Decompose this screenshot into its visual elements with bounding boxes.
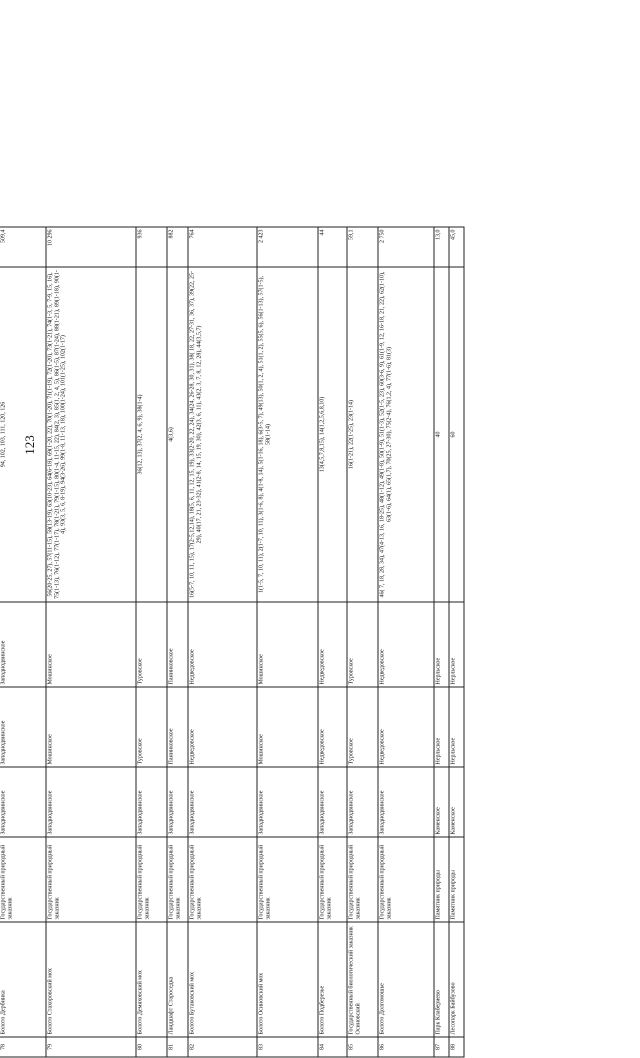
- cell-district-forestry: Недведовское: [318, 687, 347, 767]
- protected-areas-table: [0, 227, 465, 1058]
- cell-category: Государственный природный заказник: [188, 837, 257, 922]
- cell-forestry: Западнодвинское: [0, 767, 46, 837]
- cell-area: 45,0: [449, 227, 464, 267]
- cell-forestry: Каменское: [449, 767, 464, 837]
- cell-forestry: Западнодвинское: [378, 767, 434, 837]
- cell-category: Государственный природный заказник: [46, 837, 136, 922]
- cell-forestry: Западнодвинское: [318, 767, 347, 837]
- cell-quarter: 36(12, 13), 37(2, 4, 6, 9), 38(1-4): [136, 267, 167, 602]
- cell-number: 85: [347, 1037, 378, 1057]
- cell-number: 78: [0, 1037, 46, 1057]
- cell-tract: Мошинское: [46, 602, 136, 687]
- cell-name: Болото Дербинка: [0, 922, 46, 1037]
- cell-district-forestry: Панинковское: [167, 687, 188, 767]
- rotated-sheet: [0, 228, 457, 1058]
- cell-name: Болото Стахоровский мох: [46, 922, 136, 1037]
- table-row: [449, 227, 464, 1057]
- cell-quarter: 16(1-21), 22(1-25), 23(1-14): [347, 267, 378, 602]
- cell-category: Государственный природный заказник: [136, 837, 167, 922]
- cell-category: Государственный природный заказник: [347, 837, 378, 922]
- cell-tract: Панинковское: [167, 602, 188, 687]
- cell-quarter: 16(5-7, 10, 11, 15), 17(2-5,12,14), 18(5, 6, 11, 12, 15, 19), 33(2-20, 22, 24), 34(24, 26-28, 30, 31), 38( 18, 22, 27-31, 36, 37), 39(22, 25-29), 40(17, 21, 23-32), 41(2-8, 14, 15, 19, 30), 42(3, 6, 11), 43(2, 3, 7, 8, 12, 28), 44(3,5,7): [188, 267, 257, 602]
- table-row: [318, 227, 347, 1057]
- cell-quarter: 1(1-5, 7, 10, 11), 2(1-7, 10, 11), 3(1-6, 8), 4(1-8, 14), 5(1-16, 18), 6(3-5, 7), 49(13), 50(1, 2, 4), 51(1, 2), 55(5, 6), 56(1-13), 57(1-5), 58(1-14): [257, 267, 318, 602]
- cell-name: Болото Осиновский мох: [257, 922, 318, 1037]
- cell-tract: Мошинское: [257, 602, 318, 687]
- cell-category: Памятник природы: [449, 837, 464, 922]
- cell-category: Государственный природный заказник: [378, 837, 434, 922]
- cell-area: 764: [188, 227, 257, 267]
- cell-number: 88: [449, 1037, 464, 1057]
- cell-category: Государственный природный заказник: [167, 837, 188, 922]
- cell-category: Государственный природный заказник: [0, 837, 46, 922]
- cell-area: 59,1: [347, 227, 378, 267]
- cell-quarter: 4(3,6): [167, 267, 188, 602]
- cell-district-forestry: Недведовское: [188, 687, 257, 767]
- cell-district-forestry: Нерльское: [434, 687, 449, 767]
- cell-name: Болото Бутаковский мох: [188, 922, 257, 1037]
- cell-forestry: Западнодвинское: [46, 767, 136, 837]
- cell-tract: Недведовское: [318, 602, 347, 687]
- cell-district-forestry: Западнодвинское: [0, 687, 46, 767]
- cell-name: Болото Долгомошье: [378, 922, 434, 1037]
- table-row: [46, 227, 136, 1057]
- cell-district-forestry: Мошинское: [257, 687, 318, 767]
- table-row: [378, 227, 434, 1057]
- cell-area: 509,4: [0, 227, 46, 267]
- cell-quarter: 40: [434, 267, 449, 602]
- cell-tract: Недведовское: [378, 602, 434, 687]
- cell-number: 84: [318, 1037, 347, 1057]
- cell-tract: Нерльское: [434, 602, 449, 687]
- cell-name: Болото Подберезье: [318, 922, 347, 1037]
- cell-number: 79: [46, 1037, 136, 1057]
- cell-area: 2 750: [378, 227, 434, 267]
- cell-tract: Нерльское: [449, 602, 464, 687]
- cell-district-forestry: Туровское: [136, 687, 167, 767]
- page-number: 123: [21, 435, 37, 455]
- cell-category: Государственный природный заказник: [318, 837, 347, 922]
- cell-quarter: 56(20-25, 27), 57(11-15), 58(13-19), 63(10-23), 64(6-18), 69(1-20, 22), 70(1-20), 71(1-19), 72(1-20), 73(1-21), 74(1-3, 5, 7-9, 15, 16), 75(1-13), 76(1-12), 77(1-17), 78(1-21), 79(1-15), 80(1-4, 11-15, 22), 84(2, 3), 85(1, 2, 4, 5), 86(1-5), 87(1-24), 88(1-21), 89(1-18), 90(1-4), 93(3, 5, 6, 8-19), 94(3-26), 99(1-8, 11-13, 18), 100(1-24), 101(1-25), 102(1-17): [46, 267, 136, 602]
- cell-quarter: 13(4,5,7,8,15), 14(1,2,5,6,8,10): [318, 267, 347, 602]
- cell-district-forestry: Нерльское: [449, 687, 464, 767]
- cell-quarter: 94, 102, 103, 111, 120, 126: [0, 267, 46, 602]
- cell-area: 13,0: [434, 227, 449, 267]
- cell-number: 87: [434, 1037, 449, 1057]
- cell-area: 882: [167, 227, 188, 267]
- cell-number: 81: [167, 1037, 188, 1057]
- cell-number: 86: [378, 1037, 434, 1057]
- cell-quarter: 60: [449, 267, 464, 602]
- cell-category: Государственный природный заказник: [257, 837, 318, 922]
- cell-tract: Туровское: [136, 602, 167, 687]
- table-row: [347, 227, 378, 1057]
- cell-number: 80: [136, 1037, 167, 1057]
- cell-forestry: Западнодвинское: [188, 767, 257, 837]
- cell-number: 83: [257, 1037, 318, 1057]
- cell-district-forestry: Туровское: [347, 687, 378, 767]
- cell-forestry: Западнодвинское: [167, 767, 188, 837]
- cell-quarter: 46( 7, 18, 28, 34), 47(4-13, 16, 18-25), 48(1-12), 49(1-8), 50(1-9), 51(1-3), 52(1-5, 23), 60(3-6, 9), 61(1-9, 12, 16-18, 21, 22), 62(1-10), 63(1-6), 64(1), 65(1,7), 70(25, 27-30), 75(2-4), 76(1,2, 4), 77(1-6), 81(3): [378, 267, 434, 602]
- table-row: [136, 227, 167, 1057]
- table-row: [257, 227, 318, 1057]
- cell-name: Болото Демяховский мох: [136, 922, 167, 1037]
- cell-name: Лесопарк Байбузово: [449, 922, 464, 1037]
- cell-forestry: Западнодвинское: [257, 767, 318, 837]
- cell-district-forestry: Недведовское: [378, 687, 434, 767]
- table-row: [167, 227, 188, 1057]
- cell-name: Парк Клабериево: [434, 922, 449, 1037]
- cell-name: Ландшафт Староседка: [167, 922, 188, 1037]
- cell-area: 10 296: [46, 227, 136, 267]
- cell-forestry: Западнодвинское: [136, 767, 167, 837]
- cell-forestry: Западнодвинское: [347, 767, 378, 837]
- cell-area: 936: [136, 227, 167, 267]
- cell-area: 2 423: [257, 227, 318, 267]
- table-row: [0, 227, 46, 1057]
- cell-tract: Недведовское: [188, 602, 257, 687]
- cell-area: 44: [318, 227, 347, 267]
- cell-number: 82: [188, 1037, 257, 1057]
- cell-tract: Туровское: [347, 602, 378, 687]
- cell-tract: Западнодвинское: [0, 602, 46, 687]
- cell-forestry: Каменское: [434, 767, 449, 837]
- table-row: [434, 227, 449, 1057]
- cell-name: Государственный биологический заказник Осиновский: [347, 922, 378, 1037]
- cell-category: Памятник природы: [434, 837, 449, 922]
- table-row: [188, 227, 257, 1057]
- cell-district-forestry: Мошинское: [46, 687, 136, 767]
